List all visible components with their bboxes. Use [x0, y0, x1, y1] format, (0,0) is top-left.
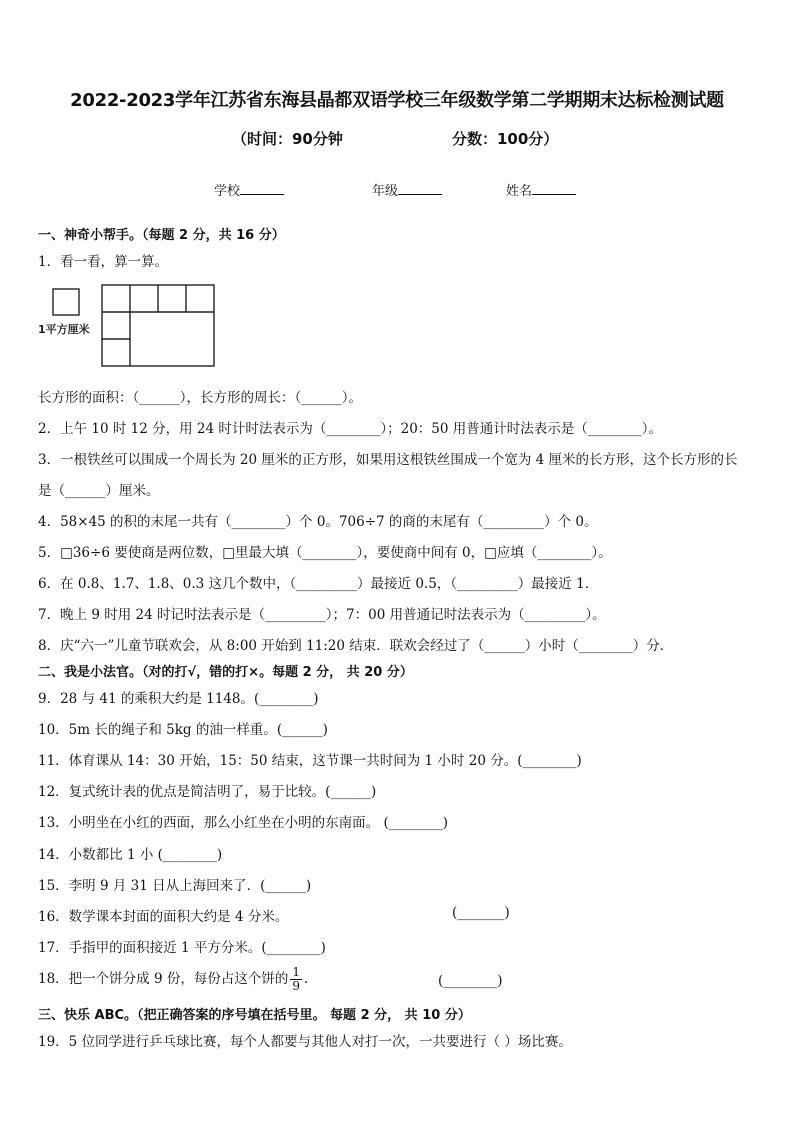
exam-time: （时间：90分钟	[232, 130, 343, 148]
name-field	[506, 180, 576, 199]
question-18	[38, 966, 318, 993]
school-blank	[240, 182, 284, 195]
question-7: 7．晚上 9 时用 24 时记时法表示是（_________）；7：00 用普通记时法表示为（_________）。	[38, 607, 606, 623]
name-label: 姓名	[506, 184, 533, 199]
grade-field	[372, 180, 442, 199]
exam-score: 分数：100分）	[452, 130, 559, 148]
question-2: 2．上午 10 时 12 分，用 24 时计时法表示为（________）；20：50 用普通计时法表示是（________）。	[38, 421, 663, 437]
fraction-one-ninth	[290, 966, 302, 993]
question-11: 11．体育课从 14：30 开始，15：50 结束，这节课一共时间为 1 小时 20 分。(________)	[38, 753, 582, 769]
question-6: 6．在 0.8、1.7、1.8、0.3 这几个数中，（_________）最接近 0.5，（_________）最接近 1．	[38, 576, 599, 592]
question-15: 15．李明 9 月 31 日从上海回来了．(______)	[38, 878, 312, 894]
question-18-text: 18．把一个饼分成 9 份，每份占这个饼的	[38, 971, 289, 987]
grid-rectangle	[102, 285, 214, 366]
school-label: 学校	[214, 184, 241, 199]
question-3-line1: 3．一根铁丝可以围成一个周长为 20 厘米的正方形，如果用这根铁丝围成一个宽为 4 厘米的长方形，这个长方形的长	[38, 452, 738, 468]
question-18-period: ．	[304, 971, 318, 987]
grade-label: 年级	[372, 184, 399, 199]
question-13: 13．小明坐在小红的西面，那么小红坐在小明的东南面。 (________)	[38, 815, 449, 831]
question-17: 17．手指甲的面积接近 1 平方分米。(________)	[38, 940, 326, 956]
page-title: 2022-2023学年江苏省东海县晶都双语学校三年级数学第二学期期末达标检测试题	[70, 90, 724, 111]
question-19: 19．5 位同学进行乒乓球比赛，每个人都要与其他人对打一次，一共要进行（ ）场比赛。	[38, 1034, 572, 1050]
question-10: 10．5m 长的绳子和 5kg 的油一样重。(______)	[38, 722, 328, 738]
question-4: 4．58×45 的积的末尾一共有（________）个 0。706÷7 的商的末尾有（_________）个 0。	[38, 514, 598, 530]
section-1-heading: 一、神奇小帮手。（每题 2 分，共 16 分）	[38, 228, 285, 243]
unit-square-label: 1平方厘米	[38, 323, 90, 336]
area-figure	[38, 284, 218, 370]
section-3-heading: 三、快乐 ABC。（把正确答案的序号填在括号里。 每题 2 分， 共 10 分）	[38, 1008, 471, 1023]
question-1: 1．看一看，算一算。	[38, 254, 169, 270]
question-5: 5．□36÷6 要使商是两位数，□里最大填（________），要使商中间有 0，□应填（________）。	[38, 545, 612, 561]
question-14: 14．小数都比 1 小 (________)	[38, 847, 223, 863]
section-2-heading: 二、我是小法官。（对的打√，错的打×。每题 2 分， 共 20 分）	[38, 665, 413, 680]
school-field	[214, 180, 284, 199]
question-1-answer: 长方形的面积：（______），长方形的周长：（______）。	[38, 390, 362, 406]
question-9: 9．28 与 41 的乘积大约是 1148。(________)	[38, 691, 319, 707]
unit-square	[53, 289, 79, 315]
fraction-numerator: 1	[292, 965, 300, 979]
question-16-blank: (_______)	[452, 905, 510, 921]
question-16: 16．数学课本封面的面积大约是 4 分米。	[38, 909, 289, 925]
question-3-line2: 是（______）厘米。	[38, 483, 160, 499]
question-18-blank: (________)	[438, 973, 503, 989]
name-blank	[532, 182, 576, 195]
grade-blank	[398, 182, 442, 195]
fraction-denominator: 9	[292, 979, 300, 993]
question-8: 8．庆“六一”儿童节联欢会，从 8:00 开始到 11:20 结束．联欢会经过了（______）小时（________）分．	[38, 638, 674, 654]
question-12: 12．复式统计表的优点是简洁明了，易于比较。(______)	[38, 784, 377, 800]
